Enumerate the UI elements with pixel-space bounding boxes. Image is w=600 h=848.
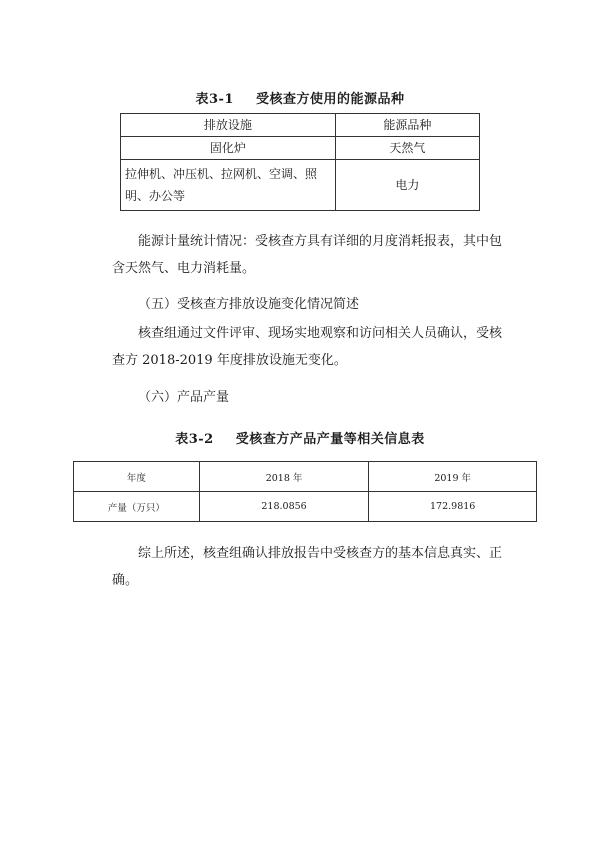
header-2019: 2019 年 <box>369 462 537 492</box>
cell-energy: 天然气 <box>335 137 479 160</box>
table2-number: 表3-2 <box>175 432 214 447</box>
cell-output-label: 产量（万只） <box>74 492 200 522</box>
cell-output-2018: 218.0856 <box>199 492 369 522</box>
table2-caption <box>0 428 600 447</box>
section-six-heading: （六）产品产量 <box>138 390 230 405</box>
header-year: 年度 <box>74 462 200 492</box>
header-energy-type: 能源品种 <box>335 114 479 137</box>
cell-output-2019: 172.9816 <box>369 492 537 522</box>
table-row <box>121 137 480 160</box>
section-five-heading: （五）受核查方排放设施变化情况简述 <box>138 297 360 312</box>
table-header-row <box>121 114 480 137</box>
table1-number: 表3-1 <box>195 92 234 107</box>
table-row <box>74 492 537 522</box>
cell-facility: 拉伸机、冲压机、拉网机、空调、照明、办公等 <box>121 160 336 211</box>
energy-metering-paragraph: 能源计量统计情况：受核查方具有详细的月度消耗报表，其中包含天然气、电力消耗量。 <box>112 234 503 276</box>
product-output-table <box>73 461 537 522</box>
table2-title: 受核查方产品产量等相关信息表 <box>235 432 425 447</box>
cell-energy: 电力 <box>335 160 479 211</box>
energy-type-table <box>120 113 480 211</box>
facility-change-paragraph: 核查组通过文件评审、现场实地观察和访问相关人员确认，受核查方 2018-2019 年度排放设施无变化。 <box>112 326 503 368</box>
header-2018: 2018 年 <box>199 462 369 492</box>
header-emission-facility: 排放设施 <box>121 114 336 137</box>
cell-facility: 固化炉 <box>121 137 336 160</box>
table-row <box>121 160 480 211</box>
table-header-row <box>74 462 537 492</box>
table1-title: 受核查方使用的能源品种 <box>255 92 405 107</box>
table1-caption <box>0 88 600 107</box>
conclusion-paragraph: 综上所述，核查组确认排放报告中受核查方的基本信息真实、正确。 <box>112 546 503 588</box>
